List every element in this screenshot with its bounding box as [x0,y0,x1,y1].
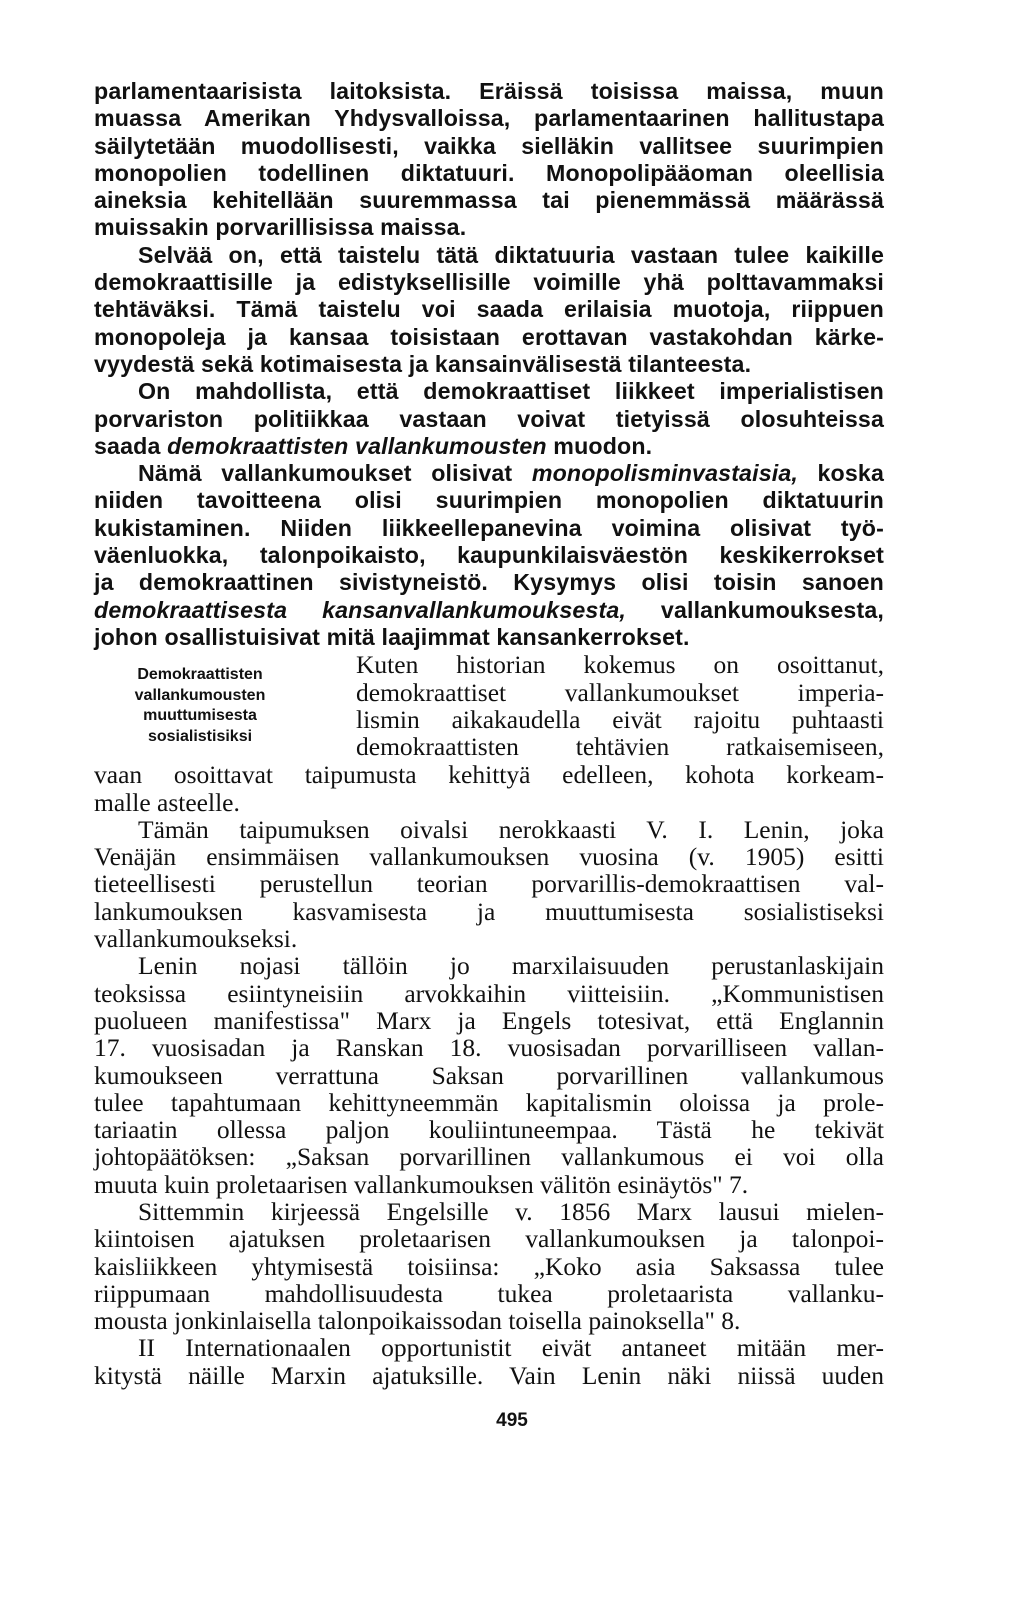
paragraph-5 [94,816,884,952]
text-line: muassa Amerikan Yhdysvalloissa, parlamentaarinen hallitustapa [94,105,884,132]
margin-heading-line: muuttumisesta [143,707,257,725]
text-line: porvariston politiikkaa vastaan voivat tietyissä olosuhteissa [94,405,884,432]
text-line: johon osallistuisivat mitä laajimmat kansankerrokset. [94,623,690,650]
side-paragraph-continuation [94,761,884,816]
text-line: Lenin nojasi tällöin jo marxilaisuuden perustanlaskijain [138,951,884,981]
margin-heading-line: Demokraattisten [137,666,263,684]
sidenote-block [94,651,884,761]
text-line: Kuten historian kokemus on osoittanut, [356,650,884,680]
text-line: tulee tapahtumaan kehittyneemmän kapitalismin oloissa ja prole- [94,1087,884,1117]
text-line: demokraattiset vallankumoukset imperia- [356,677,884,707]
text-line: tehtäväksi. Tämä taistelu voi saada erilaisia muotoja, riippuen [94,296,884,323]
page-body [94,78,884,1389]
text-line: Tämän taipumuksen oivalsi nerokkaasti V. I. Lenin, joka [138,814,884,844]
text-line: muissakin porvarillisissa maissa. [94,214,467,241]
text-line: vyydestä sekä kotimaisesta ja kansainvälisestä tilanteesta. [94,350,752,377]
text-line: muuta kuin proletaarisen vallankumouksen välitön esinäytös" 7. [94,1169,749,1199]
text-line: Venäjän ensimmäisen vallankumouksen vuosina (v. 1905) esitti [94,842,884,872]
text-line: ja demokraattinen sivistyneistö. Kysymys olisi toisin sanoen [94,569,884,596]
text-line: teoksissa esiintyneisiin arvokkaihin viitteisiin. „Kommunistisen [94,978,884,1008]
side-paragraph [356,651,884,760]
paragraph-2 [94,242,884,378]
text-line: monopolien todellinen diktatuuri. Monopolipääoman oleellisia [94,159,884,186]
text-line: II Internationaalen opportunistit eivät antaneet mitään mer- [138,1333,884,1363]
italic-phrase: monopolisminvastaisia, [531,460,798,487]
text-line: Selvää on, että taistelu tätä diktatuuria vastaan tulee kaikille [138,241,884,268]
text-line: lismin aikakaudella eivät rajoitu puhtaasti [356,704,884,734]
text-line: kitystä näille Marxin ajatuksille. Vain Lenin näki niissä uuden [94,1360,884,1390]
paragraph-7 [94,1198,884,1334]
margin-heading-line: sosialistisiksi [147,727,253,745]
text-line: riippumaan mahdollisuudesta tukea proletaarista vallanku- [94,1278,884,1308]
text-line: säilytetään muodollisesti, vaikka sielläkin vallitsee suurimpien [94,132,884,159]
text-line: kaisliikkeen yhtymisestä toisiinsa: „Koko asia Saksassa tulee [94,1251,884,1281]
text-line: On mahdollista, että demokraattiset liikkeet imperialistisen [138,378,884,405]
text-line: johtopäätöksen: „Saksan porvarillinen vallankumous ei voi olla [94,1142,884,1172]
page-number: 495 [496,1410,528,1431]
margin-heading-line: vallankumousten [134,686,266,704]
text-line: tieteellisesti perustellun teorian porvarillis-demokraattisen val- [94,869,884,899]
text-line: monopoleja ja kansaa toisistaan erottavan vastakohdan kärke- [94,323,884,350]
text-line: lankumouksen kasvamisesta ja muuttumisesta sosialistiseksi [94,896,884,926]
text-line: mousta jonkinlaisella talonpoikaissodan toisella painoksella" 8. [94,1306,741,1336]
paragraph-1 [94,78,884,242]
paragraph-3 [94,378,884,460]
paragraph-4 [94,460,884,651]
text-line: vallankumoukseksi. [94,924,298,954]
text-line: malle asteelle. [94,787,240,817]
italic-phrase: demokraattisten vallankumousten [167,432,547,459]
text-line: puolueen manifestissa" Marx ja Engels totesivat, että Englannin [94,1005,884,1035]
text-line: aineksia kehitellään suuremmassa tai pienemmässä määrässä [94,187,884,214]
paragraph-6 [94,952,884,1198]
text-line: parlamentaarisista laitoksista. Eräissä toisissa maissa, muun [94,78,884,104]
text-line: demokraattisten tehtävien ratkaisemiseen, [356,732,884,762]
margin-heading [94,665,306,747]
paragraph-8 [94,1334,884,1389]
text-line: niiden tavoitteena olisi suurimpien monopolien diktatuurin [94,487,884,514]
text-line: kumoukseen verrattuna Saksan porvarillinen vallankumous [94,1060,884,1090]
text-line: Sittemmin kirjeessä Engelsille v. 1856 Marx lausui mielen- [138,1196,884,1226]
text-line: väenluokka, talonpoikaisto, kaupunkilaisväestön keskikerrokset [94,542,884,569]
text-line: vaan osoittavat taipumusta kehittyä edelleen, kohota korkeam- [94,760,884,790]
text-line: kukistaminen. Niiden liikkeellepanevina voimina olisivat työ- [94,514,884,541]
text-line: 17. vuosisadan ja Ranskan 18. vuosisadan porvarilliseen vallan- [94,1033,884,1063]
text-line: tariaatin ollessa paljon kouliintuneempaa. Tästä he tekivät [94,1115,884,1145]
text-line: demokraattisille ja edistyksellisille voimille yhä polttavammaksi [94,269,884,296]
text-line: saada demokraattisten vallankumousten muodon. [94,432,653,459]
italic-phrase: demokraattisesta kansanvallankumouksesta, [94,596,626,623]
text-line: Nämä vallankumoukset olisivat monopolisminvastaisia, koska [138,460,884,487]
text-line: demokraattisesta kansanvallankumouksesta, vallankumouksesta, [94,596,884,623]
text-line: kiintoisen ajatuksen proletaarisen vallankumouksen ja talonpoi- [94,1224,884,1254]
